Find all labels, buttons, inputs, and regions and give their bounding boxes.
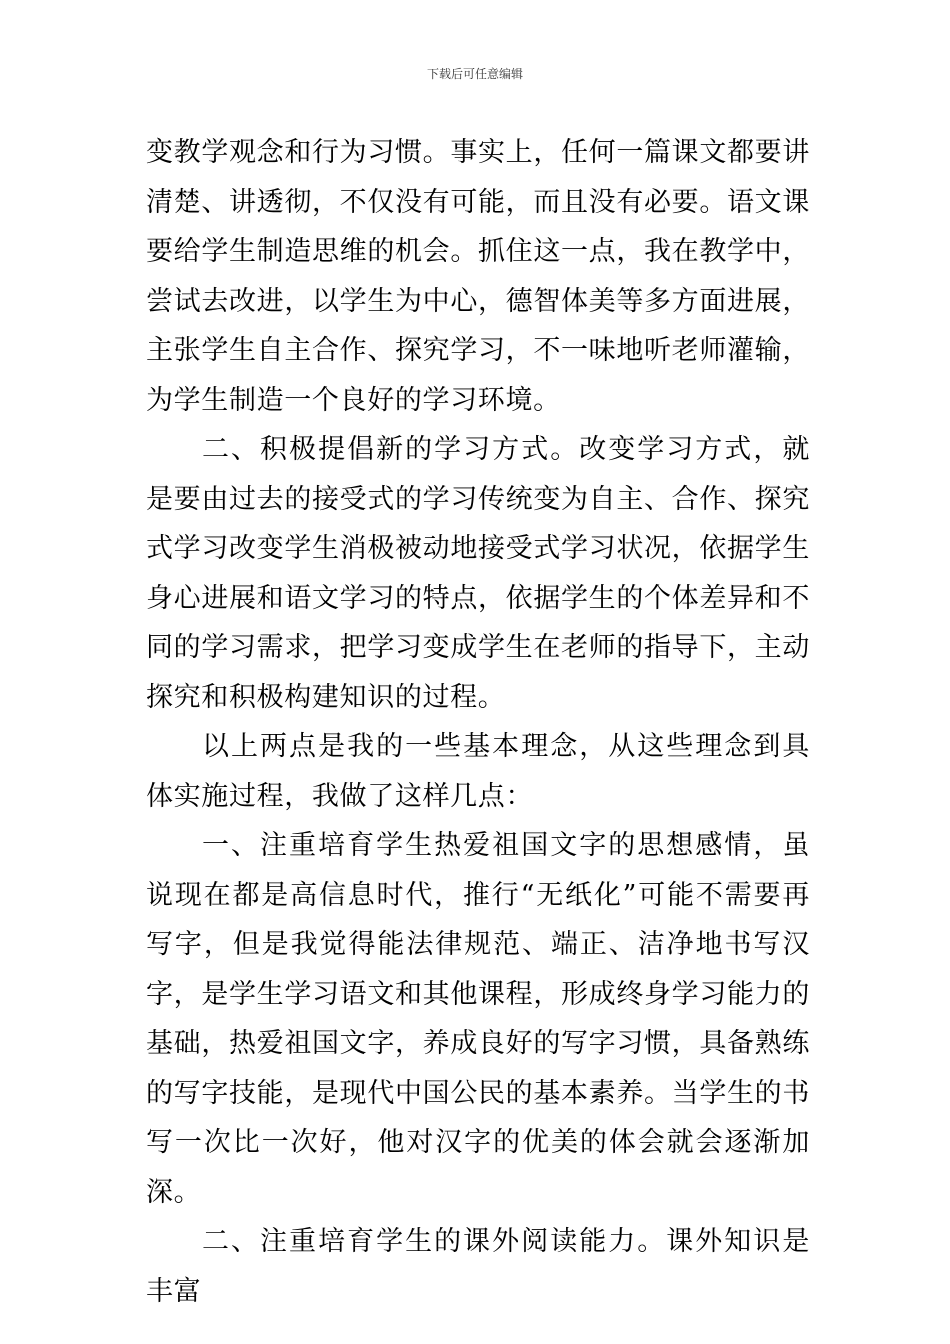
paragraph-3: 以上两点是我的一些基本理念，从这些理念到具体实施过程，我做了这样几点： [146,731,810,812]
paragraph-2: 二、积极提倡新的学习方式。改变学习方式，就是要由过去的接受式的学习传统变为自主、合作、探究式学习改变学生消极被动地接受式学习状况，依据学生身心进展和语文学习的特点，依据学生的个体差异和不同的学习需求，把学习变成学生在老师的指导下，主动探究和积极构建知识的过程。 [146,434,810,713]
paragraph-1: 变教学观念和行为习惯。事实上，任何一篇课文都要讲清楚、讲透彻，不仅没有可能，而且没有必要。语文课要给学生制造思维的机会。抓住这一点，我在教学中，尝试去改进，以学生为中心，德智体美等多方面进展，主张学生自主合作、探究学习，不一味地听老师灌输，为学生制造一个良好的学习环境。 [146,137,810,416]
page-header: 下载后可任意编辑 [426,67,523,81]
paragraph-5: 二、注重培育学生的课外阅读能力。课外知识是丰富 [146,1226,810,1307]
document-body [146,128,810,1316]
paragraph-4: 一、注重培育学生热爱祖国文字的思想感情，虽说现在都是高信息时代，推行“无纸化”可能不需要再写字，但是我觉得能法律规范、端正、洁净地书写汉字，是学生学习语文和其他课程，形成终身学习能力的基础，热爱祖国文字，养成良好的写字习惯，具备熟练的写字技能，是现代中国公民的基本素养。当学生的书写一次比一次好，他对汉字的优美的体会就会逐渐加深。 [146,830,810,1208]
